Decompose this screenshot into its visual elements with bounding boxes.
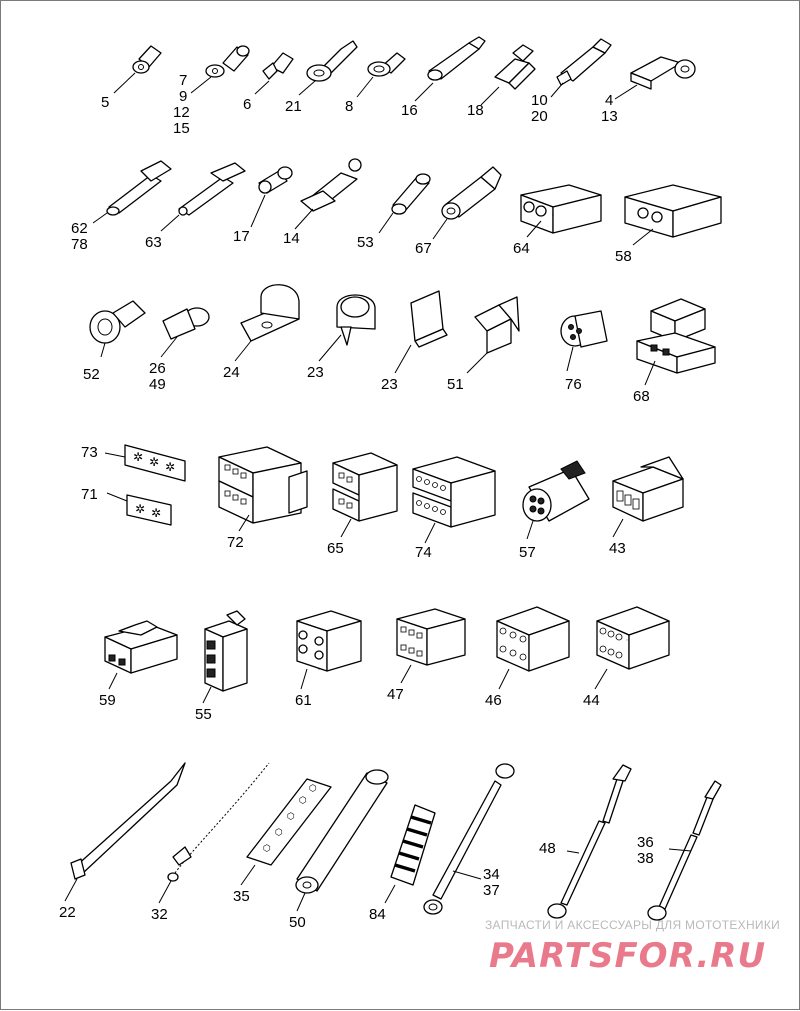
- watermark-logo: PARTSFOR.RU: [489, 936, 766, 976]
- part-connector-64: [521, 185, 601, 237]
- part-ring-terminal-8: [357, 53, 405, 97]
- label-21: 21: [285, 98, 302, 115]
- part-boot-52: [90, 301, 145, 357]
- label-18: 18: [467, 102, 484, 119]
- label-22: 22: [59, 904, 76, 921]
- part-quick-disconnect-18: [481, 45, 535, 105]
- part-round-connector-76: [561, 311, 607, 371]
- label-35: 35: [233, 888, 250, 905]
- part-relay-connector-68: [637, 299, 715, 385]
- svg-text:⬡: ⬡: [299, 796, 307, 806]
- watermark-tagline: ЗАПЧАСТИ И АКСЕССУАРЫ ДЛЯ МОТОТЕХНИКИ: [485, 918, 780, 932]
- part-connector-46: [497, 607, 569, 689]
- part-ring-terminal-7: [191, 46, 249, 93]
- label-20: 20: [531, 108, 548, 125]
- label-9: 9: [179, 88, 187, 105]
- part-clip-51: [467, 297, 519, 373]
- svg-text:✲: ✲: [151, 506, 161, 520]
- label-23b: 23: [381, 376, 398, 393]
- label-47: 47: [387, 686, 404, 703]
- label-43: 43: [609, 540, 626, 557]
- label-46: 46: [485, 692, 502, 709]
- part-round-connector-57: [523, 461, 589, 539]
- watermark: [485, 918, 780, 976]
- part-socket-terminal-17: [251, 167, 292, 227]
- part-terminal-strip-73: [105, 445, 185, 481]
- label-24: 24: [223, 364, 240, 381]
- part-spade-terminal-10: [551, 39, 611, 97]
- label-4: 4: [605, 92, 613, 109]
- part-terminal-strip-71: [107, 493, 171, 525]
- label-49: 49: [149, 376, 166, 393]
- label-10: 10: [531, 92, 548, 109]
- label-67: 67: [415, 240, 432, 257]
- part-pin-terminal-63: [161, 163, 245, 231]
- part-ground-strap-34: [424, 764, 514, 914]
- svg-text:⬡: ⬡: [309, 784, 317, 794]
- part-flag-connector-14: [295, 159, 361, 229]
- part-bracket-23b: [395, 291, 447, 373]
- part-pin-terminal-62: [93, 161, 171, 223]
- part-ring-terminal-5: [114, 46, 161, 93]
- part-connector-44: [595, 607, 669, 689]
- part-connector-65: [333, 453, 397, 537]
- part-wire-lead-36: [648, 781, 721, 920]
- label-72: 72: [227, 534, 244, 551]
- label-62: 62: [71, 220, 88, 237]
- part-connector-43: [613, 457, 683, 537]
- label-34: 34: [483, 866, 500, 883]
- label-32: 32: [151, 906, 168, 923]
- part-clamp-23a: [319, 295, 375, 361]
- label-48: 48: [539, 840, 556, 857]
- label-71: 71: [81, 486, 98, 503]
- svg-text:⬡: ⬡: [275, 828, 283, 838]
- label-78: 78: [71, 236, 88, 253]
- part-spring-84: [385, 805, 435, 903]
- part-cable-tie-22: [65, 763, 185, 901]
- label-59: 59: [99, 692, 116, 709]
- label-50: 50: [289, 914, 306, 931]
- label-36: 36: [637, 834, 654, 851]
- part-flag-terminal-4: [615, 57, 695, 99]
- part-connector-59: [105, 621, 177, 689]
- label-38: 38: [637, 850, 654, 867]
- label-73: 73: [81, 444, 98, 461]
- part-connector-58: [625, 185, 721, 245]
- label-14: 14: [283, 230, 300, 247]
- label-52: 52: [83, 366, 100, 383]
- label-76: 76: [565, 376, 582, 393]
- label-58: 58: [615, 248, 632, 265]
- svg-text:✲: ✲: [165, 460, 175, 474]
- label-63: 63: [145, 234, 162, 251]
- part-p-clip-24: [235, 285, 299, 361]
- label-26: 26: [149, 360, 166, 377]
- label-6: 6: [243, 96, 251, 113]
- part-bullet-terminal-67: [433, 167, 501, 239]
- part-connector-61: [297, 611, 361, 689]
- label-64: 64: [513, 240, 530, 257]
- label-57: 57: [519, 544, 536, 561]
- label-7: 7: [179, 72, 187, 89]
- label-37: 37: [483, 882, 500, 899]
- svg-text:⬡: ⬡: [287, 812, 295, 822]
- part-tube-53: [379, 174, 430, 233]
- part-connector-74: [413, 457, 495, 543]
- part-connector-72: [219, 447, 307, 531]
- svg-text:✲: ✲: [149, 455, 159, 469]
- label-17: 17: [233, 228, 250, 245]
- label-13: 13: [601, 108, 618, 125]
- label-15: 15: [173, 120, 190, 137]
- label-23a: 23: [307, 364, 324, 381]
- label-8: 8: [345, 98, 353, 115]
- part-butt-connector-16: [415, 37, 485, 101]
- label-55: 55: [195, 706, 212, 723]
- label-51: 51: [447, 376, 464, 393]
- label-61: 61: [295, 692, 312, 709]
- label-44: 44: [583, 692, 600, 709]
- label-12: 12: [173, 104, 190, 121]
- part-ring-terminal-21: [299, 41, 357, 95]
- svg-text:⬡: ⬡: [263, 844, 271, 854]
- label-53: 53: [357, 234, 374, 251]
- label-65: 65: [327, 540, 344, 557]
- label-68: 68: [633, 388, 650, 405]
- label-84: 84: [369, 906, 386, 923]
- part-connector-55: [203, 611, 247, 703]
- part-spade-terminal-6: [255, 53, 293, 94]
- diagram-canvas: [1, 1, 800, 1011]
- label-74: 74: [415, 544, 432, 561]
- label-5: 5: [101, 94, 109, 111]
- part-wire-lead-48: [548, 765, 631, 918]
- svg-text:✲: ✲: [135, 502, 145, 516]
- svg-text:✲: ✲: [133, 450, 143, 464]
- part-connector-47: [397, 609, 465, 683]
- part-clamp-26: [161, 308, 209, 357]
- label-16: 16: [401, 102, 418, 119]
